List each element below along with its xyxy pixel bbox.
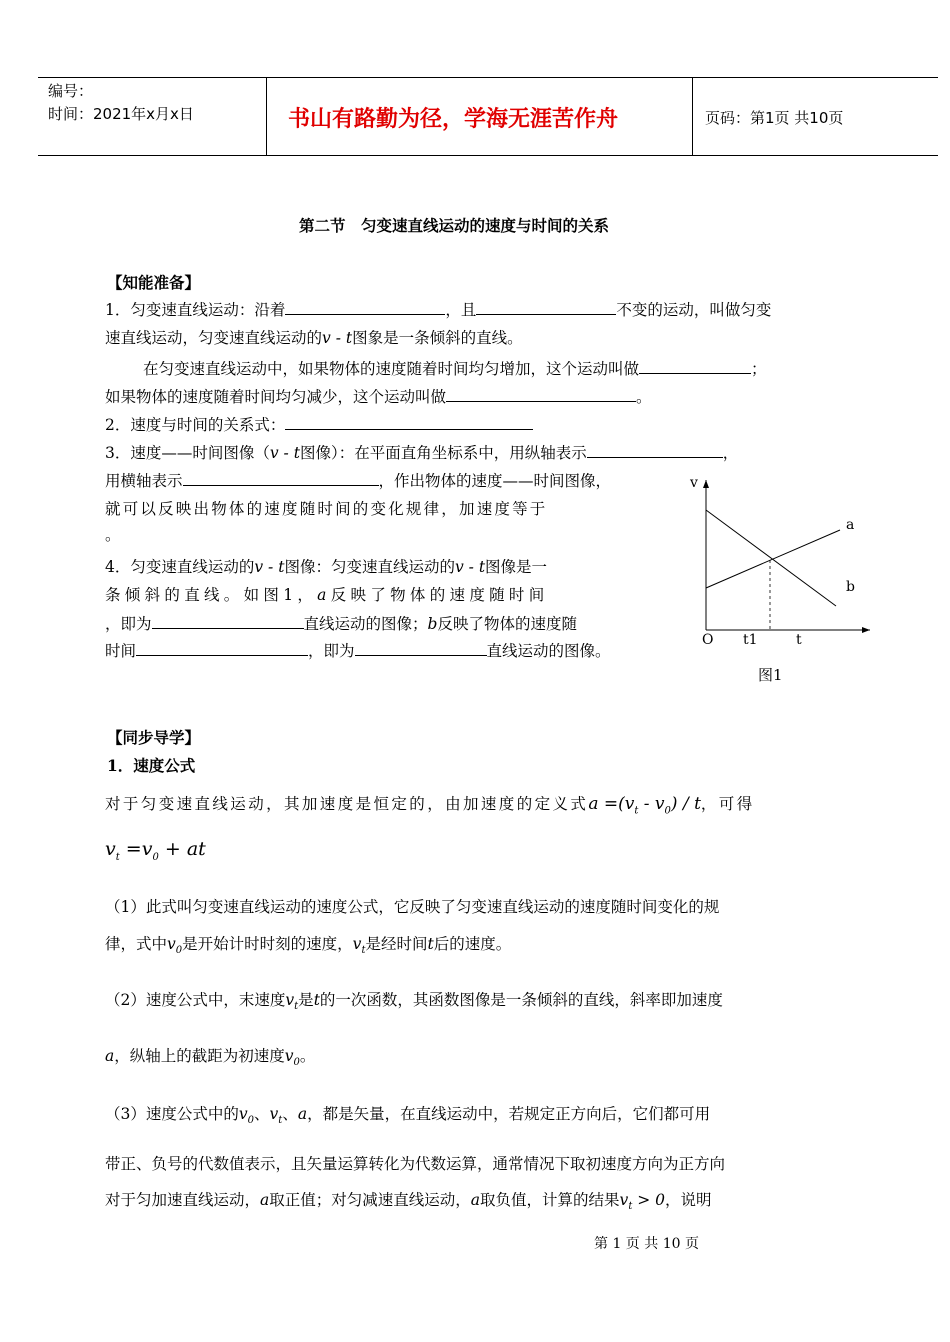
v-axis-arrow <box>703 480 709 488</box>
note-3-line-3: 对于匀加速直线运动，a取正值；对匀减速直线运动，a取负值，计算的结果$v_t > 0$，说明 <box>105 1191 712 1213</box>
header-divider-1 <box>266 77 267 155</box>
para-4-line-2: 用横轴表示 ，作出物体的速度——时间图像， <box>105 472 612 490</box>
blank-horizontal-axis <box>183 471 379 486</box>
figure-1-vt-graph <box>680 470 880 690</box>
blank-line-b <box>355 641 487 656</box>
para-4-line-4: 。 <box>105 526 121 544</box>
para-definition: 对于匀变速直线运动，其加速度是恒定的，由加速度的定义式$a =(v_t - v_0) / t$，可得 <box>105 794 755 817</box>
note-3-line-1: （3）速度公式中的$v_0$、$v_t$、a，都是矢量，在直线运动中，若规定正方向后，它们都可用 <box>105 1105 711 1127</box>
para-5-line-4: 时间 ，即为 直线运动的图像。 <box>105 642 611 660</box>
v-label: v <box>690 475 698 491</box>
page-title: 第二节 匀变速直线运动的速度与时间的关系 <box>299 216 610 235</box>
note-1-line-2: 律，式中$v_0$是开始计时时刻的速度，$v_t$是经时间t后的速度。 <box>105 935 512 957</box>
blank-relation <box>285 415 533 430</box>
section-heading-guide: 【同步导学】 <box>107 728 201 747</box>
doc-time-label: 时间：2021年x月x日 <box>48 105 194 123</box>
blank-constant <box>476 300 616 315</box>
t-label: t <box>796 632 802 648</box>
b-label: b <box>846 579 855 595</box>
blank-along <box>285 300 445 315</box>
blank-line-a <box>152 614 304 629</box>
subheading-velocity-formula: 1．速度公式 <box>107 756 196 775</box>
page-footer: 第 1 页 共 10 页 <box>594 1236 699 1252</box>
formula-velocity: $v_t =v_0$ + at <box>105 838 206 863</box>
para-2-line-2: 如果物体的速度随着时间均匀减少，这个运动叫做 。 <box>105 388 652 406</box>
para-1-line-1: 1．匀变速直线运动：沿着 ，且 不变的运动，叫做匀变 <box>105 301 772 319</box>
t-axis-arrow <box>862 627 870 633</box>
para-2-line-1: 在匀变速直线运动中，如果物体的速度随着时间均匀增加，这个运动叫做 ； <box>143 360 767 378</box>
note-3-line-2: 带正、负号的代数值表示，且矢量运算转化为代数运算，通常情况下取初速度方向为正方向 <box>105 1155 726 1173</box>
blank-uniform-accel <box>639 359 751 374</box>
origin-label: O <box>702 632 714 648</box>
header-motto: 书山有路勤为径，学海无涯苦作舟 <box>288 107 619 132</box>
doc-number-label: 编号： <box>48 82 94 100</box>
para-4-line-1: 3．速度——时间图像（v - t图像）：在平面直角坐标系中，用纵轴表示 ， <box>105 444 739 462</box>
para-5-line-1: 4．匀变速直线运动的v - t图像：匀变速直线运动的v - t图像是一 <box>105 558 548 576</box>
header-bottom-rule <box>38 155 938 156</box>
para-1-line-2: 速直线运动，匀变速直线运动的v - t图象是一条倾斜的直线。 <box>105 329 523 347</box>
figure-caption: 图1 <box>758 666 783 684</box>
para-4-line-3: 就可以反映出物体的速度随时间的变化规律，加速度等于 <box>105 500 548 518</box>
header-page-label: 页码：第1页 共10页 <box>705 109 844 127</box>
formula-accel-definition: $a =(v_t - v_0) / t$ <box>588 794 701 817</box>
header-top-rule <box>38 77 938 78</box>
blank-uniform-decel <box>446 387 636 402</box>
para-5-line-3: ，即为 直线运动的图像；b反映了物体的速度随 <box>105 615 577 633</box>
line-b <box>706 510 836 606</box>
section-heading-preparation: 【知能准备】 <box>107 273 201 292</box>
note-2-line-2: a，纵轴上的截距为初速度$v_0$。 <box>105 1047 316 1069</box>
header-divider-2 <box>692 77 693 155</box>
blank-line-b-time <box>136 641 308 656</box>
blank-vertical-axis <box>587 443 723 458</box>
note-1-line-1: （1）此式叫匀变速直线运动的速度公式，它反映了匀变速直线运动的速度随时间变化的规 <box>105 898 720 916</box>
para-3: 2．速度与时间的关系式： <box>105 413 533 435</box>
a-label: a <box>846 517 855 533</box>
para-5-line-2: 条倾斜的直线。如图1，a反映了物体的速度随时间 <box>105 586 549 604</box>
t1-label: t1 <box>743 632 758 648</box>
note-2-line-1: （2）速度公式中，末速度$v_t$是t的一次函数，其函数图像是一条倾斜的直线，斜率即加速度 <box>105 991 723 1013</box>
